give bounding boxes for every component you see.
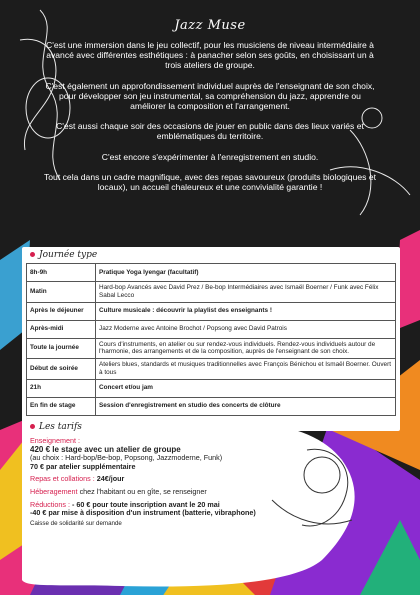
table-row: [27, 338, 396, 359]
bullet-icon: [30, 424, 35, 429]
hebergement-line: [30, 488, 285, 497]
table-row: [27, 320, 396, 338]
tarifs-section: [22, 420, 400, 590]
repas-line: [30, 475, 285, 484]
row-desc: Jazz Moderne avec Antoine Brochot / Popsong avec David Patrois: [96, 320, 396, 338]
table-row: [27, 282, 396, 303]
row-time: 8h-9h: [27, 264, 96, 282]
tarifs-body: [30, 437, 285, 528]
reduction-1: - 60 € pour toute inscription avant le 20 mai: [71, 499, 220, 509]
table-row: [27, 397, 396, 415]
table-row: [27, 379, 396, 397]
schedule-heading: [30, 250, 97, 260]
row-time: Matin: [27, 282, 96, 303]
row-desc: Pratique Yoga Iyengar (facultatif): [96, 264, 396, 282]
bullet-icon: [30, 252, 35, 257]
row-time: Début de soirée: [27, 359, 96, 380]
tarifs-heading: [30, 422, 82, 432]
intro-paragraph: C'est encore s'expérimenter à l'enregistrement en studio.: [101, 151, 319, 162]
row-time: Après-midi: [27, 320, 96, 338]
repas-value: 24€/jour: [96, 474, 125, 484]
row-time: Après le déjeuner: [27, 302, 96, 320]
intro-text: [40, 40, 380, 202]
enseignement-label: Enseignement :: [30, 436, 80, 445]
schedule-heading-text: Journée type: [39, 250, 98, 260]
row-desc: Cours d'instruments, en atelier ou sur rendez-vous individuels. Rendez-vous individuels autour de l'harmonie, des arrangements et de la composition, auprès de l'enseignant de son choix.: [96, 338, 396, 359]
intro-paragraph: C'est aussi chaque soir des occasions de jouer en public dans des lieux variés et emblématiques du territoire.: [56, 121, 364, 142]
enseignement-choices: (au choix : Hard-bop/Be-bop, Popsong, Jazzmoderne, Funk): [30, 453, 223, 463]
row-time: 21h: [27, 379, 96, 397]
table-row: [27, 302, 396, 320]
row-time: Toute la journée: [27, 338, 96, 359]
hebergement-value: chez l'habitant ou en gîte, se renseigner: [79, 486, 207, 496]
row-desc: Culture musicale : découvrir la playlist des enseignants !: [96, 302, 396, 320]
reductions-label: Réductions :: [30, 499, 70, 509]
schedule-card: [22, 247, 400, 431]
row-desc: Hard-bop Avancés avec David Prez / Be-bop Intermédiaires avec Ismaël Boerner / Funk avec Félix Sabal Lecco: [96, 282, 396, 303]
hebergement-label: Héberagement: [30, 486, 78, 496]
row-desc: Ateliers blues, standards et musiques traditionnelles avec François Bénichou et Ismaël Boerner. Ouvert à tous: [96, 359, 396, 380]
caisse-solidarite: Caisse de solidarité sur demande: [30, 519, 122, 527]
intro-paragraph: Tout cela dans un cadre magnifique, avec des repas savoureux (produits biologiques et locaux), un accueil chaleureux et une convivialité garantie !: [43, 171, 377, 193]
repas-label: Repas et collations :: [30, 474, 95, 484]
intro-paragraph: C'est également un approfondissement individuel auprès de l'enseignant de son choix, pour développer son jeu instrumental, sa compréhension du jazz, apprendre ou améliorer la composition et l'arrangement.: [45, 80, 375, 112]
row-desc: Concert et/ou jam: [96, 379, 396, 397]
schedule-table: [26, 263, 396, 416]
reduction-2: -40 € par mise à disposition d'un instrument (batterie, vibraphone): [30, 508, 256, 518]
tarifs-heading-text: Les tarifs: [39, 422, 82, 432]
page-title: Jazz Muse: [174, 18, 246, 33]
enseignement-extra: 70 € par atelier supplémentaire: [30, 461, 136, 471]
enseignement-price: 420 € le stage avec un atelier de groupe: [30, 444, 181, 454]
row-desc: Session d'enregistrement en studio des concerts de clôture: [96, 397, 396, 415]
intro-paragraph: C'est une immersion dans le jeu collectif, pour les musiciens de niveau intermédiaire à avancé avec différentes esthétiques : à panacher selon ses goûts, en choisissant un à trois ateliers de groupe.: [46, 40, 374, 71]
table-row: [27, 264, 396, 282]
table-row: [27, 359, 396, 380]
row-time: En fin de stage: [27, 397, 96, 415]
